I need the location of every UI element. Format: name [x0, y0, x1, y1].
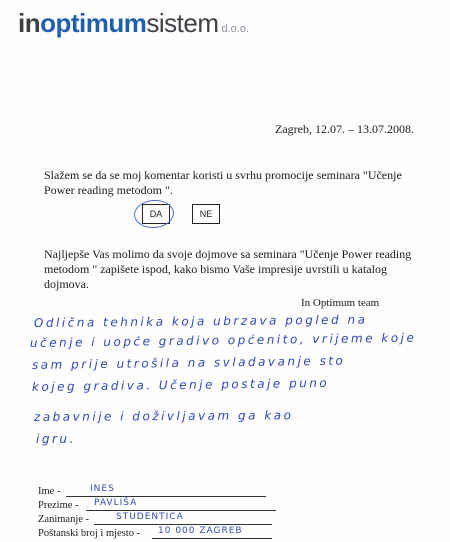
name-field[interactable]: INES [90, 484, 115, 494]
postal-label: Poštanski broj i mjesto - [38, 528, 141, 539]
name-label: Ime - [38, 486, 61, 497]
date-location: Zagreb, 12.07. – 13.07.2008. [275, 122, 414, 136]
surname-label: Prezime - [38, 500, 79, 511]
postal-field[interactable]: 10 000 ZAGREB [158, 526, 243, 536]
comment-line: Odlična tehnika koja ubrzava pogled na [33, 312, 368, 330]
occupation-field[interactable]: STUDENTICA [116, 512, 184, 522]
comment-line: učenje i uopće gradivo općenito, vrijeme koje [29, 330, 417, 350]
comment-line: kojeg gradiva. Učenje postaje puno [31, 375, 330, 394]
comment-line: sam prije utrošila na svladavanje sto [31, 353, 346, 372]
company-logo [18, 10, 249, 36]
request-text: Najljepše Vas molimo da svoje dojmove sa seminara "Učenje Power reading metodom " zapišete ispod, kako bismo Vaše impresije uvrstili u katalog dojmova. [44, 247, 412, 291]
consent-text: Slažem se da se moj komentar koristi u svrhu promocije seminara "Učenje Power reading metodom ". [44, 168, 402, 197]
logo-in: in [18, 8, 41, 38]
logo-suffix: d.o.o. [221, 23, 250, 35]
logo-optimum: optimum [40, 8, 147, 38]
comment-line: zabavnije i doživljavam ga kao [33, 408, 294, 424]
team-signature: In Optimum team [301, 297, 380, 309]
comment-line: igru. [36, 432, 76, 446]
yes-selection-circle [133, 199, 175, 230]
occupation-label: Zanimanje - [38, 514, 90, 525]
surname-field[interactable]: PAVLIŠA [94, 498, 138, 508]
logo-sistem: sistem [146, 8, 219, 38]
no-checkbox[interactable]: NE [192, 204, 220, 224]
yes-checkbox[interactable]: DA [142, 204, 170, 224]
